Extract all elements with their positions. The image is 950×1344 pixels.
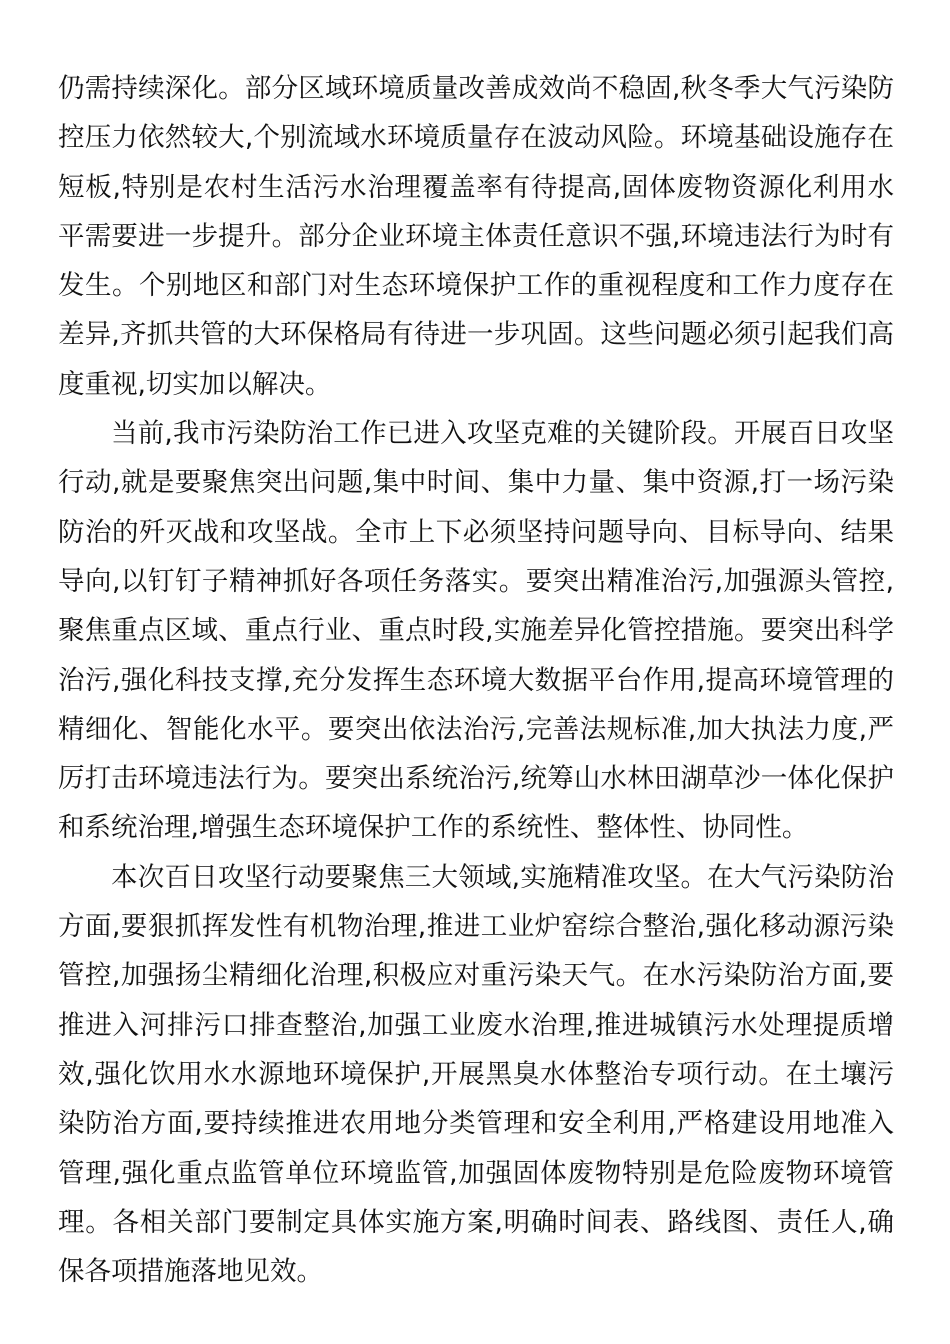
paragraph-3: 本次百日攻坚行动要聚焦三大领域,实施精准攻坚。在大气污染防治方面,要狠抓挥发性有机物治理,推进工业炉窑综合整治,强化移动源污染管控,加强扬尘精细化治理,积极应对重污染天气。在水污染防治方面,要推进入河排污口排查整治,加强工业废水治理,推进城镇污水处理提质增效,强化饮用水水源地环境保护,开展黑臭水体整治专项行动。在土壤污染防治方面,要持续推进农用地分类管理和安全利用,严格建设用地准入管理,强化重点监管单位环境监管,加强固体废物特别是危险废物环境管理。各相关部门要制定具体实施方案,明确时间表、路线图、责任人,确保各项措施落地见效。 (58, 861, 894, 1288)
paragraph-2: 当前,我市污染防治工作已进入攻坚克难的关键阶段。开展百日攻坚行动,就是要聚焦突出问题,集中时间、集中力量、集中资源,打一场污染防治的歼灭战和攻坚战。全市上下必须坚持问题导向、目标导向、结果导向,以钉钉子精神抓好各项任务落实。要突出精准治污,加强源头管控,聚焦重点区域、重点行业、重点时段,实施差异化管控措施。要突出科学治污,强化科技支撑,充分发挥生态环境大数据平台作用,提高环境管理的精细化、智能化水平。要突出依法治污,完善法规标准,加大执法力度,严厉打击环境违法行为。要突出系统治污,统筹山水林田湖草沙一体化保护和系统治理,增强生态环境保护工作的系统性、整体性、协同性。 (58, 418, 894, 844)
document-body (58, 64, 894, 1296)
paragraph-1: 仍需持续深化。部分区域环境质量改善成效尚不稳固,秋冬季大气污染防控压力依然较大,个别流域水环境质量存在波动风险。环境基础设施存在短板,特别是农村生活污水治理覆盖率有待提高,固体废物资源化利用水平需要进一步提升。部分企业环境主体责任意识不强,环境违法行为时有发生。个别地区和部门对生态环境保护工作的重视程度和工作力度存在差异,齐抓共管的大环保格局有待进一步巩固。这些问题必须引起我们高度重视,切实加以解决。 (58, 73, 894, 400)
